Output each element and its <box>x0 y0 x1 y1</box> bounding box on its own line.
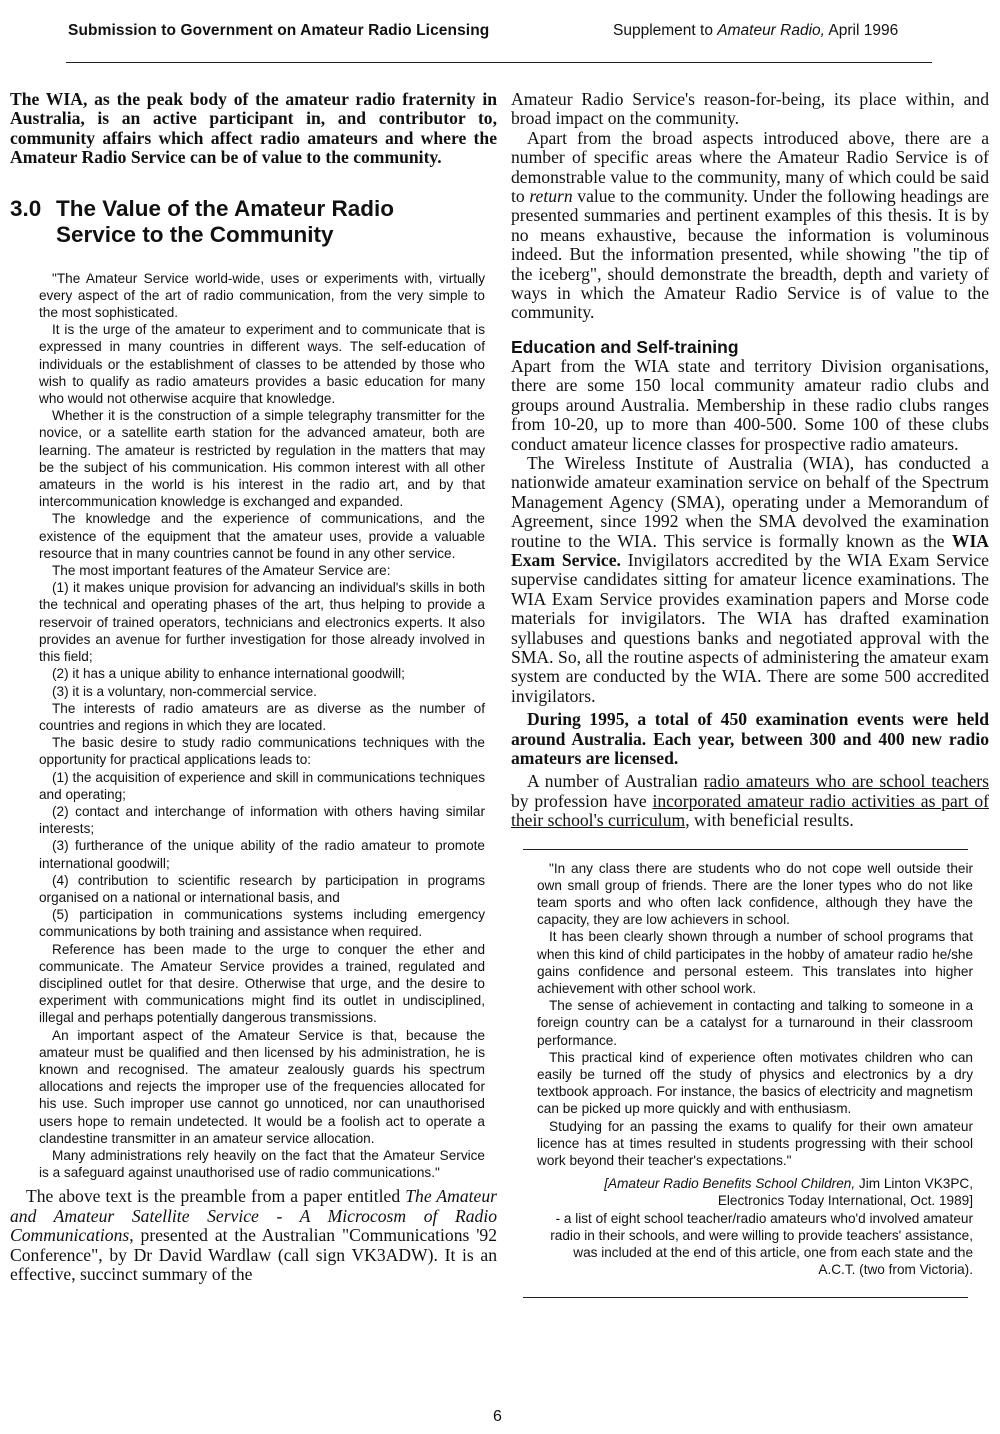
box-paragraph: Studying for an passing the exams to qualify for their own amateur licence has at times resulted in students progressing with their school work beyond their teacher's expectations." <box>537 1118 973 1169</box>
lead-paragraph: The WIA, as the peak body of the amateur radio fraternity in Australia, is an active participant in, and contributor to, community affairs which affect radio amateurs and where the Amateur Radio Service can be of value to the community. <box>10 89 497 168</box>
quote-box <box>511 849 989 1298</box>
education-paragraph-4 <box>511 772 989 830</box>
education-paragraph-2 <box>511 454 989 706</box>
edu4-a: A number of Australian <box>527 771 704 792</box>
quote-paragraph: (1) it makes unique provision for advancing an individual's skills in both the technical and operating phases of the art, thus helping to provide a reservoir of trained operators, technicians and electronics experts. It also provides an avenue for further investigation for those already involved in this field; <box>39 580 485 665</box>
section-heading <box>10 196 497 248</box>
para2-b: value to the community. Under the following headings are presented summaries and pertinent examples of this thesis. It is by no means exhaustive, because the information is voluminous indeed. But the information presented, while showing "the tip of the iceberg", should demonstrate the breadth, depth and variety of ways in which the Amateur Radio Service is of value to the community. <box>511 186 989 323</box>
box-paragraph: This practical kind of experience often motivates children who can easily be turned off the study of physics and electronics by a dry textbook approach. For instance, the basics of electricity and magnetism can be picked up more quickly and with enthusiasm. <box>537 1049 973 1117</box>
paper-title: The Amateur and Amateur Satellite Service - A Microcosm of Radio Communications <box>10 1186 497 1246</box>
quote-paragraph: (3) furtherance of the unique ability of the radio amateur to promote international goodwill; <box>39 838 485 871</box>
box-paragraph: It has been clearly shown through a number of school programs that when this kind of child participates in the hobby of amateur radio he/she gains confidence and personal esteem. This translates into higher achievement with other school work. <box>537 929 973 997</box>
box-citation <box>537 1175 973 1209</box>
education-paragraph-3 <box>511 710 989 768</box>
quote-paragraph: (4) contribution to scientific research by participation in programs organised on a national or international basis, and <box>39 872 485 905</box>
para2-a: Apart from the broad aspects introduced above, there are a number of specific areas where the Amateur Radio Service is of demonstrable value to the community, many of which could be said to <box>511 127 989 207</box>
subheading-education: Education and Self-training <box>511 336 739 357</box>
quote-paragraph: (5) participation in communications systems including emergency communications by both training and assistance when required. <box>39 907 485 940</box>
edu4-c: , with beneficial results. <box>685 810 854 831</box>
box-paragraph: "In any class there are students who do not cope well outside their own small group of friends. There are the loner types who do not like team sports and who often lack confidence, although they have the capacity, they are low achievers in school. <box>537 860 973 928</box>
quote-paragraph: It is the urge of the amateur to experiment and to communicate that is expressed in many countries in different ways. The self-education of individuals or the establishment of classes to be attended by those who wish to qualify as radio amateurs provides a basic education for many who would not otherwise acquire that knowledge. <box>39 322 485 407</box>
quote-paragraph: Many administrations rely heavily on the fact that the Amateur Service is a safeguard against unauthorised use of radio communications." <box>39 1147 485 1181</box>
box-note: - a list of eight school teacher/radio amateurs who'd involved amateur radio in their schools, and were willing to provide teachers' assistance, was included at the end of this article, one from each state and the A.C.T. (two from Victoria). <box>550 1210 973 1278</box>
exam-statistics: During 1995, a total of 450 examination events were held around Australia. Each year, between 300 and 400 new radio amateurs are licensed. <box>511 709 989 768</box>
citation-article-title: [Amateur Radio Benefits School Children, <box>604 1176 856 1192</box>
section-number: 3.0 <box>10 195 42 221</box>
quote-paragraph: (2) contact and interchange of information with others having similar interests; <box>39 803 485 837</box>
edu2-b: Invigilators accredited by the WIA Exam Service supervise candidates sitting for amateur licence examinations. The WIA Exam Service provides examination papers and Morse code materials for invigilators. The WIA has drafted examination syllabuses and questions banks and negotiated approval with the SMA. So, all the routine aspects of administering the amateur exam system are conducted by the WIA. There are some 500 accredited invigilators. <box>511 549 989 706</box>
quote-paragraph: The most important features of the Amateur Service are: <box>52 563 391 579</box>
header-date: April 1996 <box>824 22 899 39</box>
edu4-underline-1: radio amateurs who are school teachers <box>703 771 990 792</box>
specific-areas-paragraph <box>511 129 989 323</box>
quote-paragraph: (3) it is a voluntary, non-commercial service. <box>52 683 317 699</box>
right-column <box>511 90 989 1298</box>
section-title-line2: Service to the Community <box>56 221 334 247</box>
header-prefix: Supplement to <box>613 22 718 39</box>
continued-paragraph: Amateur Radio Service's reason-for-being, its place within, and broad impact on the community. <box>511 89 989 129</box>
wia-exam-service: WIA Exam Service. <box>511 530 989 570</box>
header-magazine-name: Amateur Radio, <box>717 22 825 39</box>
quote-paragraph: An important aspect of the Amateur Service is that, because the amateur must be qualified and then licensed by his administration, he is known and recognised. The amateur zealously guards his spectrum allocations and rejects the improper use of the frequencies allocated for his use. Such improper use cannot go unnoticed, nor can unauthorised users hope to remain undetected. It would be a foolish act to operate a clandestine transmitter in an amateur service allocation. <box>39 1027 485 1146</box>
box-paragraph: The sense of achievement in contacting and talking to someone in a foreign country can be a catalyst for a turnaround in their classroom performance. <box>537 998 973 1048</box>
page-number: 6 <box>493 1408 502 1425</box>
quote-paragraph: The knowledge and the experience of communications, and the existence of the equipment that the amateur uses, provide a valuable resource that in many countries cannot be found in any other service. <box>39 511 485 561</box>
closing-text-b: , presented at the Australian "Communications '92 Conference", by Dr David Wardlaw (call sign VK3ADW). It is an effective, succinct summary of the <box>10 1225 497 1285</box>
header-rule <box>66 62 932 63</box>
box-bottom-rule <box>523 1297 968 1298</box>
citation-source: Jim Linton VK3PC, Electronics Today International, Oct. 1989] <box>717 1176 973 1209</box>
quote-paragraph: "The Amateur Service world-wide, uses or experiments with, virtually every aspect of the art of radio communication, from the very simple to the most sophisticated. <box>39 270 485 321</box>
quote-paragraph: Whether it is the construction of a simple telegraphy transmitter for the novice, or a satellite earth station for the advanced amateur, both are learning. The amateur is restricted by regulation in the matters that may be the subject of his communication. His common interest with all other amateurs in the world is his interest in the radio art, and by that intercommunication knowledge is exchanged and expanded. <box>39 408 485 510</box>
preamble-quote <box>10 270 497 1182</box>
quote-paragraph: The basic desire to study radio communications techniques with the opportunity for practical applications leads to: <box>39 735 485 768</box>
closing-paragraph <box>10 1187 497 1284</box>
quote-paragraph: (2) it has a unique ability to enhance international goodwill; <box>52 666 405 682</box>
box-content <box>511 850 989 1297</box>
closing-text-a: The above text is the preamble from a paper entitled <box>26 1186 406 1207</box>
quote-paragraph: Reference has been made to the urge to conquer the ether and communicate. The Amateur Service provides a trained, regulated and disciplined outlet for that desire. Otherwise that urge, and the desire to experiment with communications might find its outlet in undisciplined, illegal and perhaps potentially dangerous transmissions. <box>39 941 485 1026</box>
edu2-a: The Wireless Institute of Australia (WIA), has conducted a nationwide amateur examination service on behalf of the Spectrum Management Agency (SMA), operating under a Memorandum of Agreement, since 1992 when the SMA devolved the examination routine to the WIA. This service is formally known as the <box>511 452 989 551</box>
quote-paragraph: The interests of radio amateurs are as diverse as the number of countries and regions in which they are located. <box>39 700 485 733</box>
edu4-b: by profession have <box>511 790 653 811</box>
para2-emphasis: return <box>529 186 573 207</box>
left-column <box>10 90 497 1284</box>
quote-paragraph: (1) the acquisition of experience and skill in communications techniques and operating; <box>39 769 485 802</box>
education-paragraph-1: Apart from the WIA state and territory Division organisations, there are some 150 local community amateur radio clubs and groups around Australia. Membership in these radio clubs ranges from 10-20, up to more than 400-500. Some 100 of these clubs conduct amateur licence classes for prospective radio amateurs. <box>511 355 989 454</box>
running-header-publication <box>613 22 898 40</box>
running-header-title: Submission to Government on Amateur Radio Licensing <box>68 22 490 39</box>
edu4-underline-2: incorporated amateur radio activities as part of their school's curriculum <box>511 790 989 831</box>
section-title-line1: The Value of the Amateur Radio <box>56 195 394 221</box>
